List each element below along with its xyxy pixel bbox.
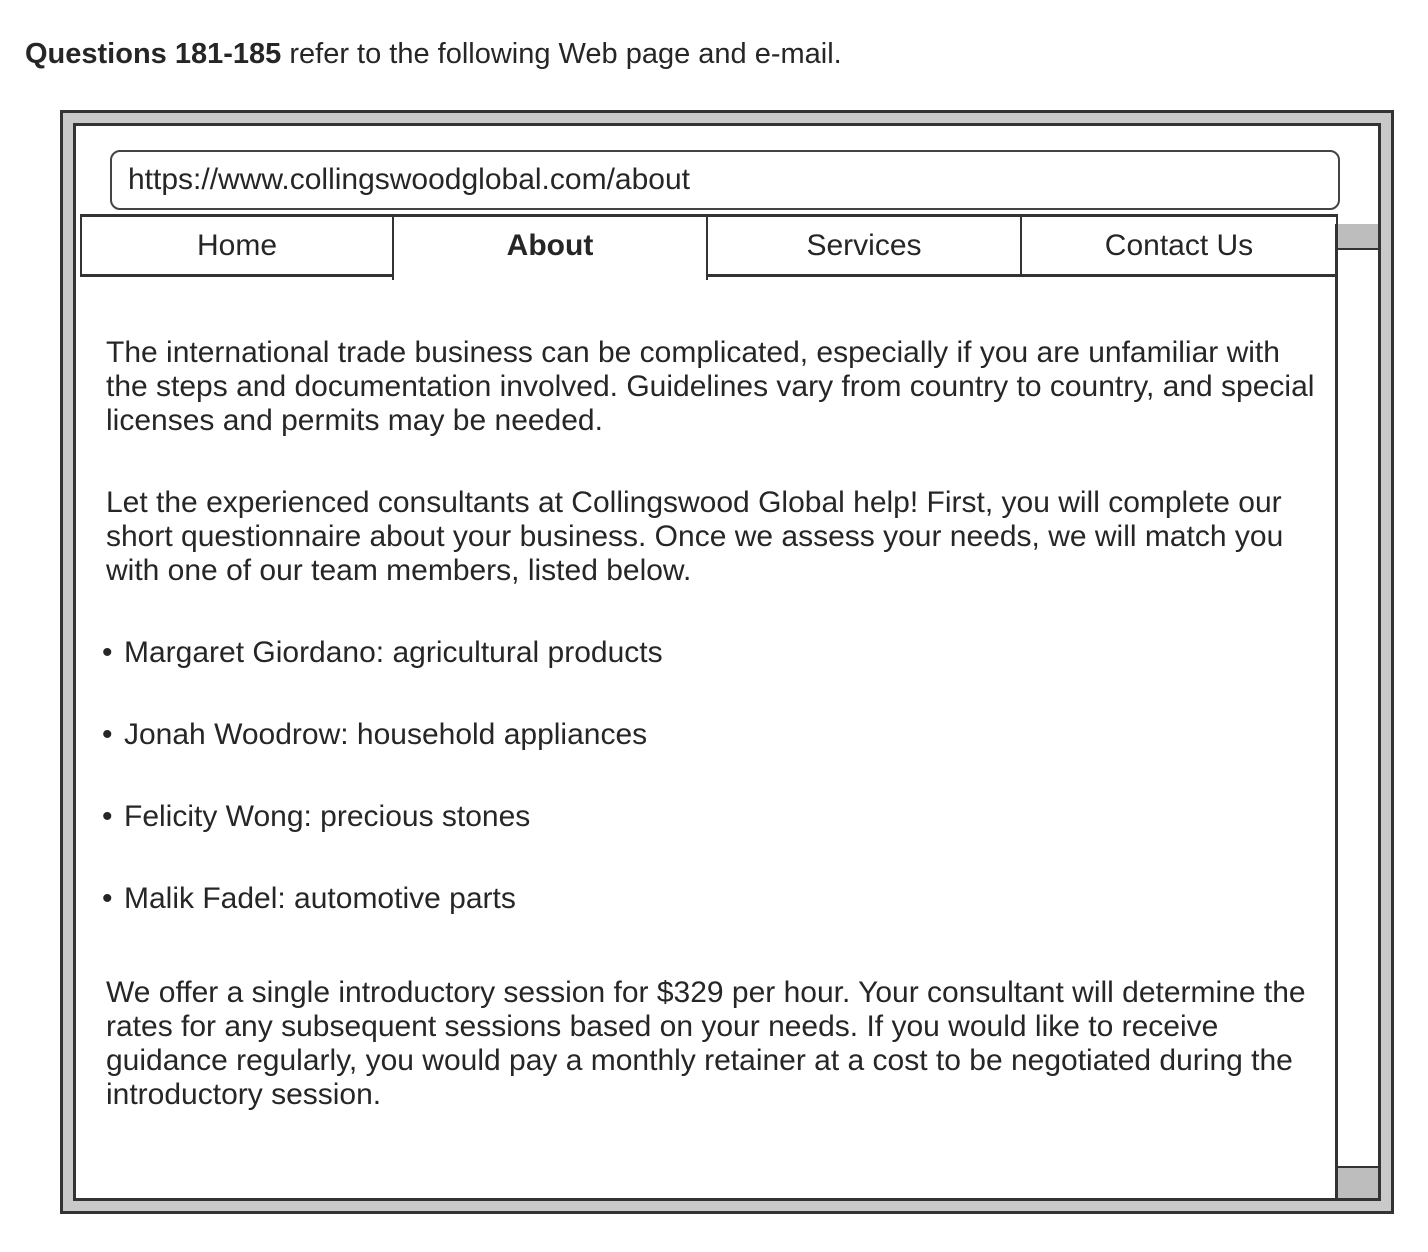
team-member: Margaret Giordano: agricultural products bbox=[124, 636, 663, 669]
list-item bbox=[102, 800, 663, 882]
bullet-icon: • bbox=[102, 718, 113, 751]
browser-window bbox=[60, 110, 1394, 1214]
bullet-icon: • bbox=[102, 882, 113, 915]
tab-home[interactable]: Home bbox=[80, 217, 394, 277]
list-item bbox=[102, 636, 663, 718]
nav-tabs bbox=[80, 214, 1338, 285]
address-bar[interactable]: https://www.collingswoodglobal.com/about bbox=[110, 150, 1340, 210]
team-member: Jonah Woodrow: household appliances bbox=[124, 718, 648, 751]
tab-about[interactable]: About bbox=[392, 214, 708, 280]
question-intro-text: refer to the following Web page and e-mail. bbox=[281, 38, 842, 70]
consultants-paragraph: Let the experienced consultants at Collingswood Global help! First, you will complete our short questionnaire about your business. Once we assess your needs, we will match you with one of our team members, listed below. bbox=[106, 486, 1284, 587]
tab-services[interactable]: Services bbox=[706, 217, 1022, 277]
bullet-icon: • bbox=[102, 636, 113, 669]
vertical-scrollbar[interactable] bbox=[1335, 224, 1378, 1198]
list-item bbox=[102, 718, 663, 800]
list-item bbox=[102, 882, 663, 964]
question-range: Questions 181-185 bbox=[25, 38, 282, 70]
intro-paragraph: The international trade business can be complicated, especially if you are unfamiliar with the steps and documentation involved. Guidelines vary from country to country, and special licenses and permits may be needed. bbox=[106, 336, 1315, 437]
team-member: Malik Fadel: automotive parts bbox=[124, 882, 516, 915]
team-member: Felicity Wong: precious stones bbox=[124, 800, 531, 833]
tab-contact-us[interactable]: Contact Us bbox=[1020, 217, 1338, 277]
question-intro bbox=[25, 36, 842, 72]
browser-viewport bbox=[73, 123, 1381, 1201]
bullet-icon: • bbox=[102, 800, 113, 833]
scroll-up-button[interactable] bbox=[1338, 224, 1378, 250]
team-member-list bbox=[102, 636, 663, 964]
pricing-paragraph: We offer a single introductory session for $329 per hour. Your consultant will determine the rates for any subsequent sessions based on your needs. If you would like to receive guidance regularly, you would pay a monthly retainer at a cost to be negotiated during the introductory session. bbox=[106, 976, 1306, 1111]
scroll-down-button[interactable] bbox=[1338, 1166, 1378, 1198]
